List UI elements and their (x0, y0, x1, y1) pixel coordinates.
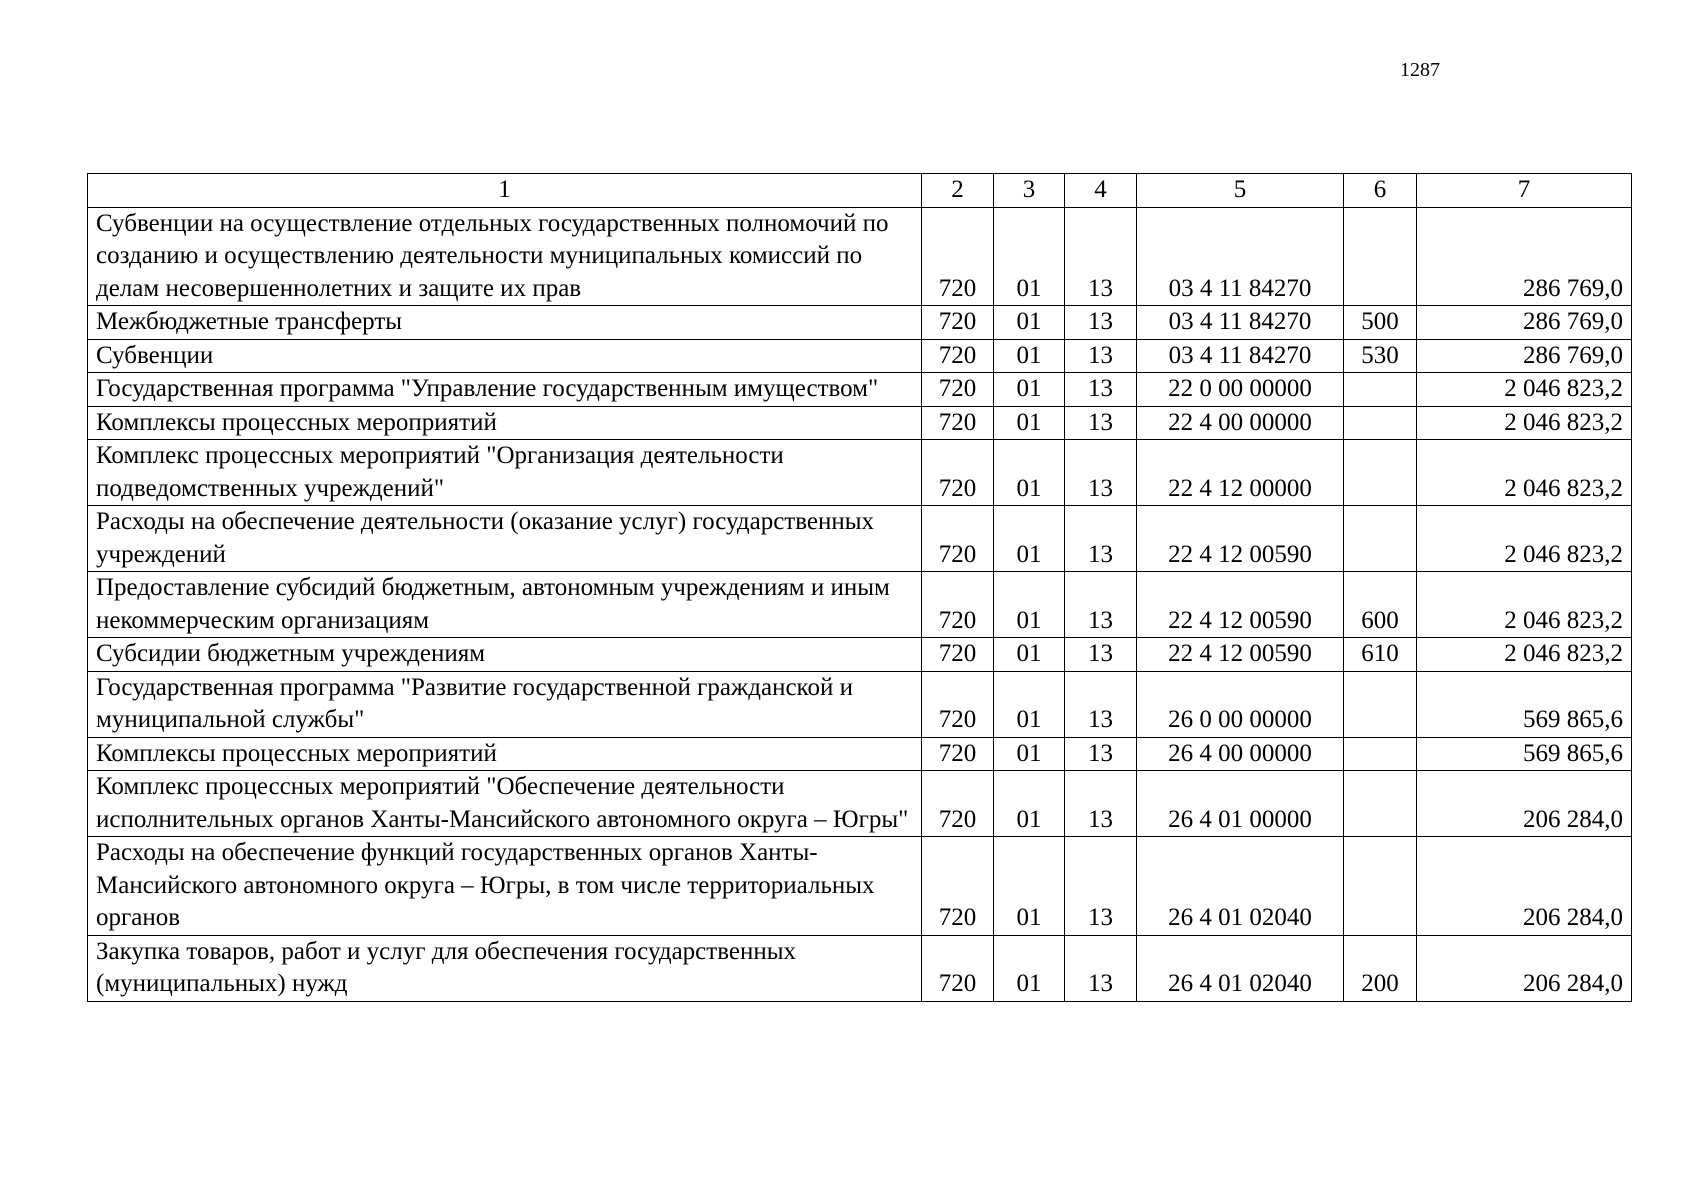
row-col-3: 01 (994, 737, 1065, 771)
table-row (88, 572, 1632, 638)
table-row (88, 339, 1632, 373)
row-name: Субсидии бюджетным учреждениям (88, 638, 922, 672)
row-col-4: 13 (1065, 207, 1137, 306)
row-name: Комплекс процессных мероприятий "Организация деятельности подведомственных учреждений" (88, 440, 922, 506)
row-name: Предоставление субсидий бюджетным, автономным учреждениям и иным некоммерческим организациям (88, 572, 922, 638)
table-row (88, 506, 1632, 572)
row-col-4: 13 (1065, 373, 1137, 407)
row-col-4: 13 (1065, 935, 1137, 1001)
row-col-4: 13 (1065, 440, 1137, 506)
row-col-2: 720 (922, 671, 994, 737)
row-col-5: 26 4 01 02040 (1137, 935, 1344, 1001)
row-col-6 (1344, 440, 1417, 506)
row-col-5: 26 4 01 00000 (1137, 771, 1344, 837)
row-col-4: 13 (1065, 506, 1137, 572)
row-col-7: 286 769,0 (1417, 207, 1632, 306)
row-col-7: 2 046 823,2 (1417, 406, 1632, 440)
row-name: Субвенции на осуществление отдельных государственных полномочий по созданию и осуществлению деятельности муниципальных комиссий по делам несовершеннолетних и защите их прав (88, 207, 922, 306)
table-row (88, 440, 1632, 506)
row-name: Субвенции (88, 339, 922, 373)
row-name: Комплексы процессных мероприятий (88, 737, 922, 771)
row-col-6: 600 (1344, 572, 1417, 638)
row-col-2: 720 (922, 373, 994, 407)
row-col-5: 26 4 01 02040 (1137, 837, 1344, 936)
row-col-7: 2 046 823,2 (1417, 373, 1632, 407)
row-col-4: 13 (1065, 837, 1137, 936)
row-col-4: 13 (1065, 339, 1137, 373)
budget-table-container (87, 173, 1631, 1002)
table-row (88, 638, 1632, 672)
header-col-4: 4 (1065, 174, 1137, 208)
row-col-6: 500 (1344, 306, 1417, 340)
row-col-6 (1344, 373, 1417, 407)
header-col-5: 5 (1137, 174, 1344, 208)
table-row (88, 406, 1632, 440)
row-col-3: 01 (994, 935, 1065, 1001)
table-row (88, 373, 1632, 407)
row-col-7: 206 284,0 (1417, 935, 1632, 1001)
row-col-5: 22 4 12 00590 (1137, 572, 1344, 638)
row-col-2: 720 (922, 935, 994, 1001)
row-col-3: 01 (994, 306, 1065, 340)
header-col-3: 3 (994, 174, 1065, 208)
row-col-2: 720 (922, 638, 994, 672)
row-name: Государственная программа "Управление государственным имуществом" (88, 373, 922, 407)
budget-table (87, 173, 1632, 1002)
row-col-6 (1344, 207, 1417, 306)
row-col-3: 01 (994, 440, 1065, 506)
row-col-6: 610 (1344, 638, 1417, 672)
header-col-6: 6 (1344, 174, 1417, 208)
row-col-5: 03 4 11 84270 (1137, 306, 1344, 340)
row-name: Комплексы процессных мероприятий (88, 406, 922, 440)
row-col-3: 01 (994, 638, 1065, 672)
row-col-6: 200 (1344, 935, 1417, 1001)
row-col-6: 530 (1344, 339, 1417, 373)
row-col-2: 720 (922, 737, 994, 771)
row-col-7: 2 046 823,2 (1417, 572, 1632, 638)
row-col-7: 569 865,6 (1417, 737, 1632, 771)
table-body (88, 207, 1632, 1001)
row-col-2: 720 (922, 406, 994, 440)
row-col-7: 206 284,0 (1417, 837, 1632, 936)
row-col-2: 720 (922, 440, 994, 506)
row-col-6 (1344, 837, 1417, 936)
header-row (88, 174, 1632, 208)
row-col-2: 720 (922, 572, 994, 638)
row-col-5: 22 4 12 00590 (1137, 638, 1344, 672)
row-col-6 (1344, 771, 1417, 837)
row-col-3: 01 (994, 771, 1065, 837)
row-col-7: 286 769,0 (1417, 339, 1632, 373)
row-col-4: 13 (1065, 572, 1137, 638)
table-row (88, 671, 1632, 737)
row-col-7: 206 284,0 (1417, 771, 1632, 837)
row-col-7: 569 865,6 (1417, 671, 1632, 737)
row-col-6 (1344, 506, 1417, 572)
row-name: Государственная программа "Развитие государственной гражданской и муниципальной службы" (88, 671, 922, 737)
row-col-7: 286 769,0 (1417, 306, 1632, 340)
row-col-5: 03 4 11 84270 (1137, 207, 1344, 306)
row-name: Расходы на обеспечение функций государственных органов Ханты-Мансийского автономного округа – Югры, в том числе территориальных органов (88, 837, 922, 936)
table-row (88, 771, 1632, 837)
table-row (88, 207, 1632, 306)
row-col-6 (1344, 406, 1417, 440)
row-col-5: 26 4 00 00000 (1137, 737, 1344, 771)
row-name: Комплекс процессных мероприятий "Обеспечение деятельности исполнительных органов Ханты-Мансийского автономного округа – Югры" (88, 771, 922, 837)
row-col-4: 13 (1065, 406, 1137, 440)
row-col-2: 720 (922, 339, 994, 373)
row-col-2: 720 (922, 207, 994, 306)
table-row (88, 837, 1632, 936)
row-col-3: 01 (994, 572, 1065, 638)
row-col-5: 22 0 00 00000 (1137, 373, 1344, 407)
page-number: 1287 (1400, 59, 1440, 81)
row-col-4: 13 (1065, 671, 1137, 737)
row-col-3: 01 (994, 671, 1065, 737)
table-row (88, 935, 1632, 1001)
row-col-4: 13 (1065, 771, 1137, 837)
row-col-7: 2 046 823,2 (1417, 638, 1632, 672)
row-col-2: 720 (922, 306, 994, 340)
row-col-5: 22 4 00 00000 (1137, 406, 1344, 440)
row-col-7: 2 046 823,2 (1417, 440, 1632, 506)
row-col-3: 01 (994, 837, 1065, 936)
row-col-2: 720 (922, 506, 994, 572)
row-col-2: 720 (922, 771, 994, 837)
table-row (88, 737, 1632, 771)
row-col-5: 26 0 00 00000 (1137, 671, 1344, 737)
row-col-5: 22 4 12 00000 (1137, 440, 1344, 506)
row-col-3: 01 (994, 406, 1065, 440)
row-name: Расходы на обеспечение деятельности (оказание услуг) государственных учреждений (88, 506, 922, 572)
row-col-4: 13 (1065, 638, 1137, 672)
row-col-7: 2 046 823,2 (1417, 506, 1632, 572)
row-name: Закупка товаров, работ и услуг для обеспечения государственных (муниципальных) нужд (88, 935, 922, 1001)
row-col-3: 01 (994, 207, 1065, 306)
row-name: Межбюджетные трансферты (88, 306, 922, 340)
row-col-3: 01 (994, 506, 1065, 572)
header-col-7: 7 (1417, 174, 1632, 208)
row-col-4: 13 (1065, 737, 1137, 771)
row-col-5: 03 4 11 84270 (1137, 339, 1344, 373)
header-col-1: 1 (88, 174, 922, 208)
row-col-3: 01 (994, 339, 1065, 373)
row-col-5: 22 4 12 00590 (1137, 506, 1344, 572)
header-col-2: 2 (922, 174, 994, 208)
row-col-6 (1344, 737, 1417, 771)
row-col-6 (1344, 671, 1417, 737)
row-col-2: 720 (922, 837, 994, 936)
table-row (88, 306, 1632, 340)
row-col-4: 13 (1065, 306, 1137, 340)
row-col-3: 01 (994, 373, 1065, 407)
